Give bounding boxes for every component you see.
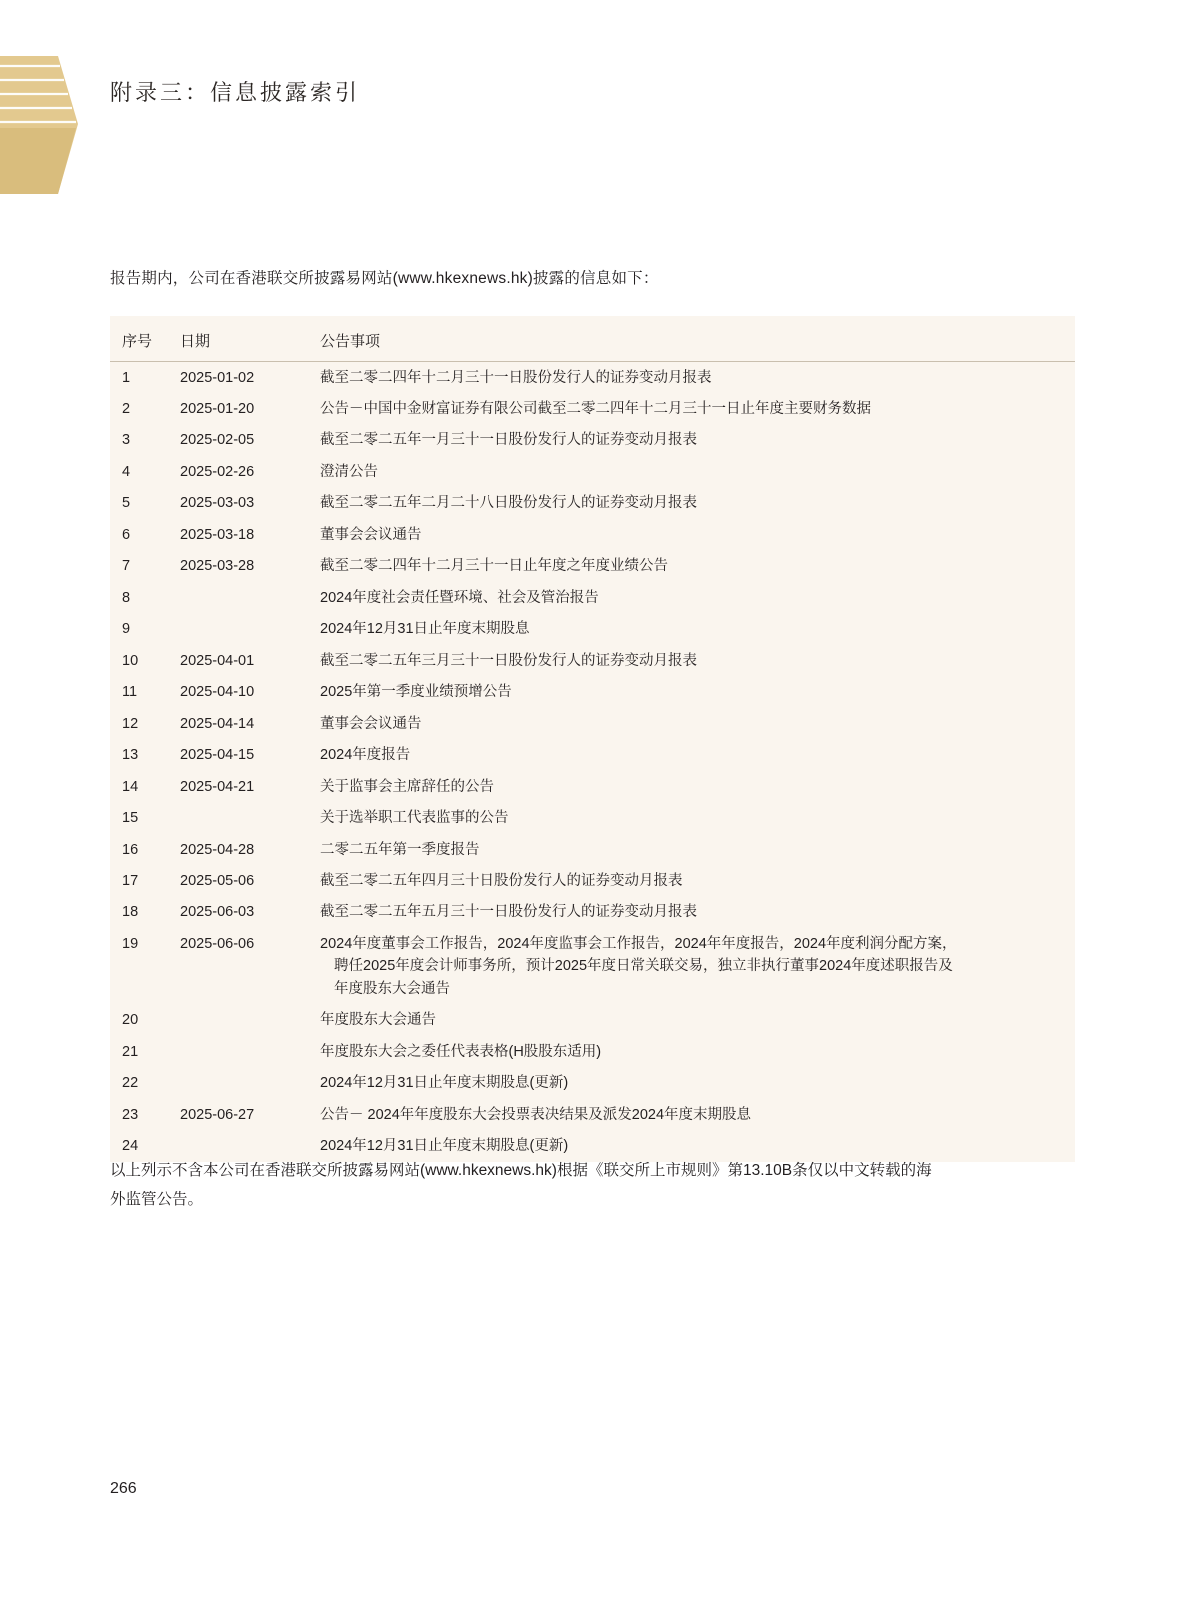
table-row xyxy=(110,1099,1075,1130)
table-row xyxy=(110,866,1075,897)
cell-item: 截至二零二五年一月三十一日股份发行人的证券变动月报表 xyxy=(320,432,697,449)
cell-no: 14 xyxy=(122,778,139,795)
cell-no: 1 xyxy=(122,369,131,386)
cell-item: 年度股东大会之委任代表表格(H股股东适用) xyxy=(320,1043,602,1060)
cell-date: 2025-02-26 xyxy=(180,463,255,480)
cell-no: 9 xyxy=(122,621,131,638)
cell-item: 公告－中国中金财富证券有限公司截至二零二四年十二月三十一日止年度主要财务数据 xyxy=(320,400,871,417)
cell-date: 2025-06-03 xyxy=(180,904,255,921)
cell-no: 18 xyxy=(122,904,139,921)
cell-no: 20 xyxy=(122,1012,139,1029)
cell-item: 截至二零二五年五月三十一日股份发行人的证券变动月报表 xyxy=(320,904,697,921)
column-header-item: 公告事项 xyxy=(320,333,381,350)
cell-no: 16 xyxy=(122,841,139,858)
cell-item: 2024年度报告 xyxy=(320,747,411,764)
table-row xyxy=(110,488,1075,519)
cell-item: 董事会会议通告 xyxy=(320,715,422,732)
footnote-line-1: 以上列示不含本公司在香港联交所披露易网站(www.hkexnews.hk)根据《联交所上市规则》第13.10B条仅以中文转载的海 xyxy=(110,1162,932,1179)
cell-no: 21 xyxy=(122,1043,139,1060)
table-header-row xyxy=(110,316,1075,362)
cell-no: 6 xyxy=(122,526,131,543)
cell-date xyxy=(180,1036,320,1067)
cell-date: 2025-03-28 xyxy=(180,558,255,575)
cell-date: 2025-04-21 xyxy=(180,778,255,795)
table-row xyxy=(110,456,1075,487)
table-row xyxy=(110,740,1075,771)
cell-no: 5 xyxy=(122,495,131,512)
cell-no: 19 xyxy=(122,935,139,952)
cell-date: 2025-06-27 xyxy=(180,1106,255,1123)
cell-no: 4 xyxy=(122,463,131,480)
table-row xyxy=(110,614,1075,645)
footnote-line-2: 外监管公告。 xyxy=(110,1190,204,1208)
cell-no: 24 xyxy=(122,1138,139,1155)
cell-item: 截至二零二五年二月二十八日股份发行人的证券变动月报表 xyxy=(320,495,697,512)
cell-item: 董事会会议通告 xyxy=(320,526,422,543)
cell-date: 2025-04-15 xyxy=(180,747,255,764)
cell-no: 17 xyxy=(122,873,139,889)
cell-item: 公告－ 2024年年度股东大会投票表决结果及派发2024年度末期股息 xyxy=(320,1106,752,1123)
cell-date: 2025-04-10 xyxy=(180,684,255,701)
table-row xyxy=(110,1036,1075,1067)
table-row xyxy=(110,677,1075,708)
intro-paragraph: 报告期内，公司在香港联交所披露易网站(www.hkexnews.hk)披露的信息如下： xyxy=(110,270,659,287)
table-row xyxy=(110,362,1075,394)
cell-date: 2025-06-06 xyxy=(180,935,255,952)
table-row xyxy=(110,1068,1075,1099)
cell-date xyxy=(180,582,320,613)
cell-no: 11 xyxy=(122,684,138,701)
cell-date xyxy=(180,614,320,645)
cell-item: 澄清公告 xyxy=(320,463,378,480)
disclosure-index-table xyxy=(110,316,1075,1162)
cell-date: 2025-03-03 xyxy=(180,495,255,512)
cell-no: 2 xyxy=(122,400,131,417)
cell-no: 15 xyxy=(122,810,139,827)
table-row xyxy=(110,897,1075,928)
cell-item: 2024年12月31日止年度末期股息 xyxy=(320,621,530,638)
cell-no: 3 xyxy=(122,432,131,449)
cell-no: 23 xyxy=(122,1106,139,1123)
column-header-no: 序号 xyxy=(122,333,153,350)
footnote xyxy=(110,1157,1080,1214)
table-row xyxy=(110,582,1075,613)
table-row xyxy=(110,645,1075,676)
cell-item: 截至二零二五年四月三十日股份发行人的证券变动月报表 xyxy=(320,873,683,889)
cell-item-line3: 年度股东大会通告 xyxy=(334,980,450,997)
table-row xyxy=(110,834,1075,865)
cell-item: 截至二零二五年三月三十一日股份发行人的证券变动月报表 xyxy=(320,652,697,669)
cell-item: 2025年第一季度业绩预增公告 xyxy=(320,684,512,701)
cell-no: 12 xyxy=(122,715,139,732)
cell-date: 2025-02-05 xyxy=(180,432,255,449)
cell-item: 截至二零二四年十二月三十一日股份发行人的证券变动月报表 xyxy=(320,369,712,386)
cell-date xyxy=(180,803,320,834)
cell-no: 7 xyxy=(122,558,131,575)
cell-item: 关于监事会主席辞任的公告 xyxy=(320,778,494,795)
cell-item: 关于选举职工代表监事的公告 xyxy=(320,810,509,827)
table-row xyxy=(110,708,1075,739)
page-title: 附录三：信息披露索引 xyxy=(110,81,361,106)
cell-date: 2025-01-02 xyxy=(180,369,255,386)
cell-date xyxy=(180,1068,320,1099)
table-row xyxy=(110,551,1075,582)
table-row xyxy=(110,771,1075,802)
column-header-date: 日期 xyxy=(180,333,211,350)
table-row xyxy=(110,425,1075,456)
cell-date: 2025-04-28 xyxy=(180,841,255,858)
cell-item: 截至二零二四年十二月三十一日止年度之年度业绩公告 xyxy=(320,558,668,575)
cell-item: 2024年12月31日止年度末期股息(更新) xyxy=(320,1138,569,1155)
cell-item: 2024年度社会责任暨环境、社会及管治报告 xyxy=(320,589,599,606)
cell-date: 2025-03-18 xyxy=(180,526,255,543)
cell-date: 2025-05-06 xyxy=(180,873,255,889)
cell-date: 2025-04-01 xyxy=(180,652,255,669)
table-row xyxy=(110,519,1075,550)
table-row xyxy=(110,1005,1075,1036)
cell-no: 8 xyxy=(122,589,131,606)
cell-item: 二零二五年第一季度报告 xyxy=(320,841,480,858)
cell-date: 2025-01-20 xyxy=(180,400,255,417)
table-row xyxy=(110,803,1075,834)
cell-date: 2025-04-14 xyxy=(180,715,255,732)
page-number: 266 xyxy=(110,1480,137,1497)
cell-no: 13 xyxy=(122,747,139,764)
cell-item: 年度股东大会通告 xyxy=(320,1012,436,1029)
table-row xyxy=(110,928,1075,1004)
cell-date xyxy=(180,1005,320,1036)
table-body xyxy=(110,362,1075,1163)
decorative-corner-ornament xyxy=(0,56,78,194)
cell-item: 2024年12月31日止年度末期股息(更新) xyxy=(320,1075,569,1092)
cell-no: 22 xyxy=(122,1075,139,1092)
cell-no: 10 xyxy=(122,652,139,669)
table-row xyxy=(110,393,1075,424)
cell-item xyxy=(320,928,1075,1004)
cell-item-line2: 聘任2025年度会计师事务所，预计2025年度日常关联交易，独立非执行董事2024年度述职报告及 xyxy=(334,958,953,975)
cell-item-line1: 2024年度董事会工作报告，2024年度监事会工作报告，2024年年度报告，2024年度利润分配方案， xyxy=(320,935,957,952)
